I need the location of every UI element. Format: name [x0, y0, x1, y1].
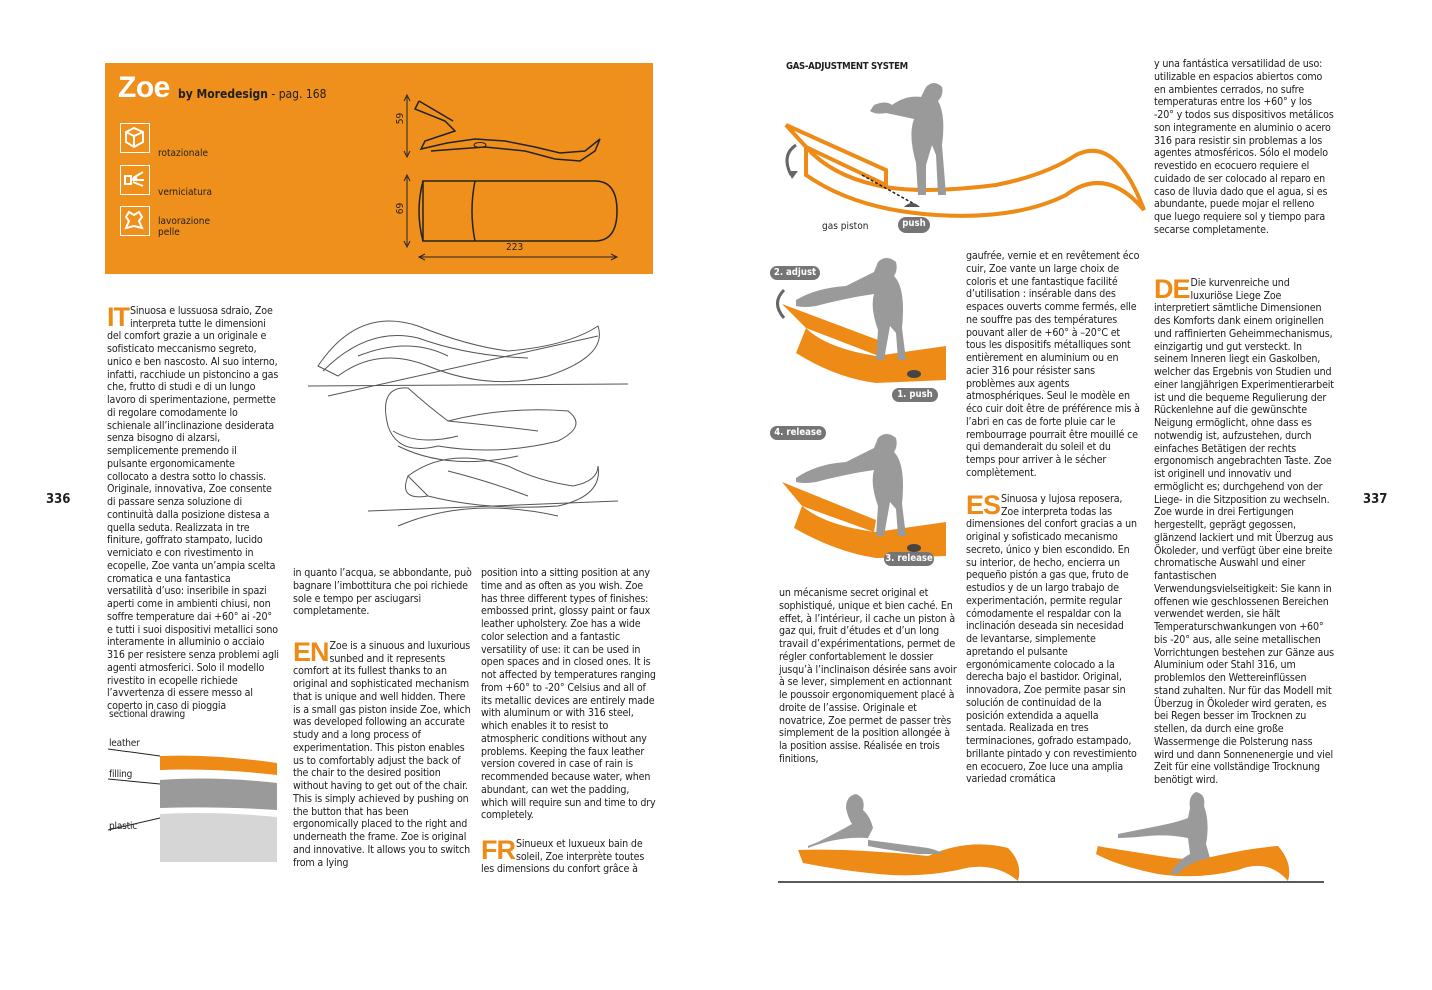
italian-text: Sinuosa e lussuosa sdraio, Zoe interpreta tutte le dimensioni del comfort grazie a un originale e sofisticato meccanismo segreto, unico e ben nascosto. Al suo interno, infatti, racchiude un pistoncino a gas che, frutto di studi e di un lungo lavoro di sperimentazione, permette di regolare comodamente lo schienale all’inclinazione desiderata senza bisogno di alzarsi, semplicemente premendo il pulsante ergonomicamente collocato a destra sotto lo chassis. Originale, innovativa, Zoe consente di passare senza soluzione di continuità dalla posizione distesa a quella seduta. Realizzata in tre finiture, goffrato stampato, lucido verniciato e con rivestimento in ecopelle, Zoe vanta un’ampia scelta cromatica e una fantastica versatilità d’uso: inseribile in spazi aperti come in ambienti chiusi, non soffre temperature dai +60° ai -20° e tutti i suoi dispositivi metallici sono interamente in alluminio o acciaio 316 per resistere senza problemi agli agenti atmosferici. Solo il modello rivestito in ecopelle richiede l’avvertenza di essere messo al coperto in caso di pioggia	[107, 304, 279, 712]
english-text-block	[293, 627, 473, 869]
dimension-length: 223	[506, 242, 524, 253]
page-number-left: 336	[46, 492, 71, 507]
designer-name: by Moredesign	[178, 87, 268, 101]
english-text: Zoe is a sinuous and luxurious sunbed and it represents comfort at its fullest thanks to an original and sophisticated mechanism that is unique and well hidden. There is a small gas piston inside Zoe, which was developed following an accurate study and a long process of experimentation. This piston enables us to comfortably adjust the back of the chair to the desired position without having to get out of the chair. This is simply achieved by pushing on the button that has been ergonomically placed to the right and underneath the frame. Zoe is original and innovative. It allows you to switch from a lying	[293, 639, 471, 869]
rotational-molding-icon	[120, 123, 150, 153]
layer-label-leather: leather	[109, 738, 140, 749]
french-text: Sinueux et luxueux bain de soleil, Zoe interprète toutes les dimensions du confort grâce à	[481, 837, 645, 876]
product-title: Zoe	[118, 71, 170, 104]
french-continuation-2: gaufrée, vernie et en revêtement éco cuir, Zoe vante un large choix de coloris et une fantastique facilité d’utilisation : insérable dans des espaces ouverts comme fermés, elle ne souffre pas des températures pouvant aller de +60° à –20°C et tous les dispositifs métalliques sont entièrement en aluminium ou en acier 316 pour résister sans problèmes aux agents atmosphériques. Seul le modèle en éco cuir doit être de préférence mis à l’abri en cas de forte pluie car le rembourrage pourrait être mouillé ce qui demanderait du soleil et du temps pour arriver à le sécher complètement.	[966, 250, 1140, 479]
layer-label-plastic: plastic	[109, 821, 137, 832]
sketch-illustration	[298, 296, 643, 546]
language-tag: FR	[481, 834, 515, 865]
leather-icon	[120, 206, 150, 236]
language-tag: DE	[1154, 273, 1190, 304]
gas-diagram-release	[766, 420, 966, 570]
sectional-drawing	[105, 748, 280, 868]
gas-piston-label: gas piston	[822, 221, 869, 232]
usage-illustration	[778, 788, 1326, 888]
step-label: 2. adjust	[773, 267, 817, 278]
german-text-block	[1154, 264, 1334, 786]
language-tag: EN	[293, 636, 329, 667]
spanish-continuation: y una fantástica versatilidad de uso: utilizable en espacios abiertos como en ambientes cerrados, no sufre temperaturas entre los +60° y los -20° y todos sus dispositivos metálicos son integramente en aluminio o acero 316 para resistir sin problemas a los agentes atmosféricos. Sólo el modelo revestido en ecocuero requiere el cuidado de ser colocado al reparo en caso de lluvia dado que el agua, si es abundante, puede mojar el relleno que luego requiere sol y tiempo para secarse completamente.	[1154, 58, 1334, 236]
language-tag: ES	[966, 489, 1001, 520]
feature-label: verniciatura	[158, 187, 212, 198]
gas-diagram-push	[776, 75, 1148, 240]
french-continuation: un mécanisme secret original et sophistiqué, unique et bien caché. En effet, à l’intérieur, il cache un piston à gaz qui, fruit d’études et d’un long travail d’expérimentations, permet de régler confortablement le dossier jusqu’à l’inclinaison désirée sans avoir à se lever, simplement en actionnant le poussoir ergonomiquement placé à droite de l’assise. Originale et novatrice, Zoe permet de passer très simplement de la position allongée à la position assise. Réalisée en trois finitions,	[779, 587, 957, 765]
step-label: push	[902, 218, 926, 229]
feature-label: rotazionale	[158, 148, 208, 159]
page-reference: - pag. 168	[271, 87, 327, 101]
step-label: 3. release	[885, 553, 933, 564]
german-text: Die kurvenreiche und luxuriöse Liege Zoe interpretiert sämtliche Dimensionen des Komforts dank einem originellen und raffinierten Geheimmechanismus, einzigartig und gut versteckt. In seinem Inneren liegt ein Gaskolben, welcher das Ergebnis von Studien und einer langjährigen Experimentierarbeit ist und die bequeme Regulierung der Rückenlehne auf die gewünschte Neigung ermöglicht, ohne dass es notwendig ist, aufzustehen, durch einfaches Betätigen der rechts ergonomisch angebrachten Taste. Zoe ist originell und innovativ und ermöglicht es; durchgehend von der Liege- in die Sitzposition zu wechseln. Zoe wurde in drei Fertigungen hergestellt, geprägt gegossen, glänzend lackiert und mit Überzug aus Ökoleder, und verfügt über eine breite chromatische Auswahl und einer fantastischen Verwendungsvielseitigkeit: Sie kann in offenen wie geschlossenen Bereichen verwendet werden, sie hält Temperaturschwankungen von +60° bis -20° aus, alle seine metallischen Vorrichtungen bestehen zur Gänze aus Aluminium oder Stahl 316, um problemlos den Wettereinflüssen stand zuhalten. Nur für das Modell mit Überzug in Ökoleder wird geraten, es bei Regen besser im Trocknen zu stellen, da durch eine große Wassermenge die Polsterung nass wird und dann Sonnenenergie und viel Zeit für eine vollständige Trocknung benötigt wird.	[1154, 276, 1334, 786]
spray-paint-icon	[120, 165, 150, 195]
step-label: 1. push	[897, 389, 933, 400]
italian-continuation: in quanto l’acqua, se abbondante, può bagnare l’imbottitura che poi richiede sole e tempo per asciugarsi completamente.	[293, 567, 472, 618]
page-number-right: 337	[1363, 492, 1388, 507]
dimension-width: 69	[395, 202, 407, 215]
layer-label-filling: filling	[109, 769, 133, 780]
italian-text-block	[107, 292, 279, 712]
language-tag: IT	[107, 301, 129, 332]
spanish-text: Sinuosa y lujosa reposera, Zoe interpreta todas las dimensiones del confort gracias a un original y sofisticado mecanismo secreto, único y bien escondido. En su interior, de hecho, encierra un pequeño pistón a gas que, fruto de estudios y de un largo trabajo de experimentación, permite regular cómodamente el respaldar con la inclinación deseada sin necesidad de levantarse, simplemente apretando el pulsante ergonómicamente colocado a la derecha bajo el bastidor. Original, innovadora, Zoe permite pasar sin solución de continuidad de la posición extendida a aquella sentada. Realizada en tres terminaciones, gofrado estampado, brillante pintado y con revestimiento en ecocuero, Zoe luce una amplia variedad cromática	[966, 492, 1137, 786]
product-header-box	[105, 63, 653, 274]
english-continuation: position into a sitting position at any time and as often as you wish. Zoe has three different types of finishes: embossed print, glossy paint or faux leather upholstery. Zoe has a wide color selection and a fantastic versatility of use: it can be used in open spaces and in closed ones. It is not affected by temperatures ranging from +60° to -20° Celsius and all of its metallic devices are entirely made with aluminum or with 316 steel, which enables it to resist to atmospheric conditions without any problems. Keeping the faux leather version covered in case of rain is recommended because water, when abundant, can wet the padding, which will require sun and time to dry completely.	[481, 567, 656, 822]
french-text-block	[481, 825, 653, 876]
spanish-text-block	[966, 480, 1138, 786]
product-byline-row	[178, 87, 326, 101]
step-label: 4. release	[774, 427, 822, 438]
feature-label: lavorazione pelle	[158, 216, 211, 238]
dimension-height: 59	[395, 112, 407, 125]
gas-system-title: GAS-ADJUSTMENT SYSTEM	[786, 61, 908, 72]
sectional-title: sectional drawing	[109, 709, 186, 720]
